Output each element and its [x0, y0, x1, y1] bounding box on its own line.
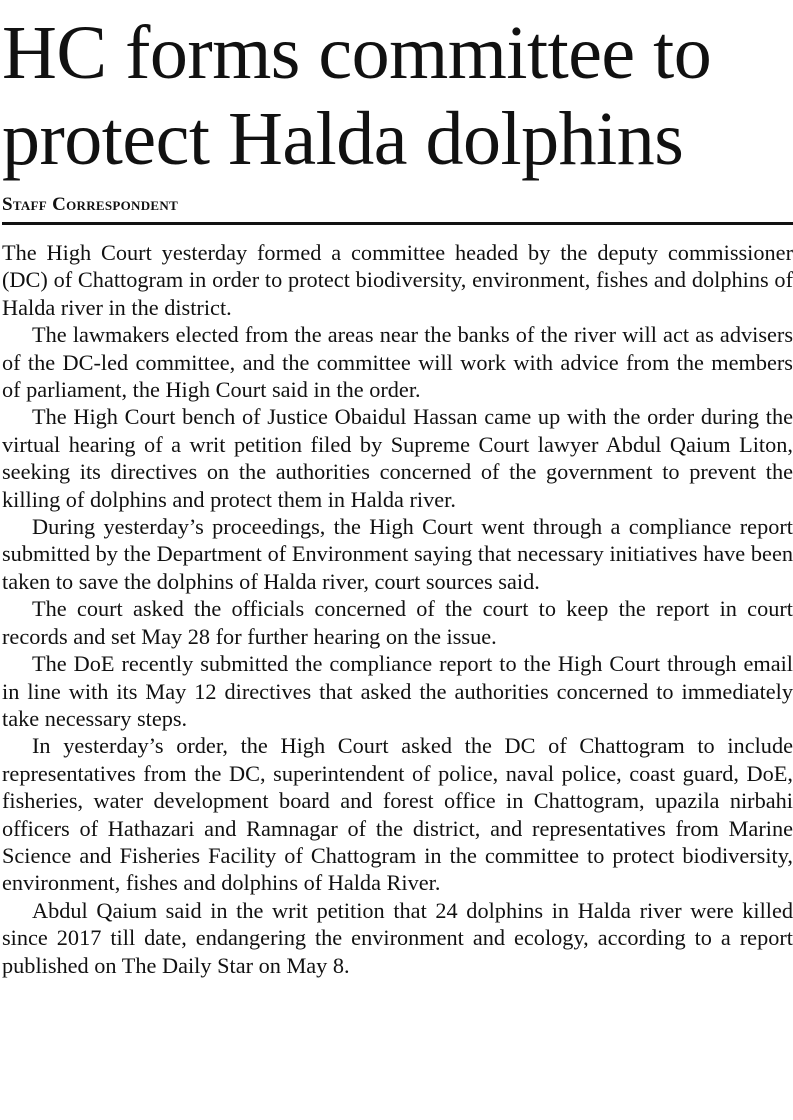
paragraph: The High Court yesterday formed a committee headed by the deputy commissioner (DC) of Chattogram in order to protect biodiversity, environment, fishes and dolphins of Halda river in the district. — [2, 240, 793, 320]
byline: Staff Correspondent — [2, 194, 179, 215]
paragraph: The High Court bench of Justice Obaidul Hassan came up with the order during the virtual hearing of a writ petition filed by Supreme Court lawyer Abdul Qaium Liton, seeking its directives on the authorities concerned of the government to prevent the killing of dolphins and protect them in Halda river. — [2, 404, 793, 512]
article-body — [2, 239, 793, 979]
paragraph: Abdul Qaium said in the writ petition that 24 dolphins in Halda river were killed since 2017 till date, endangering the environment and ecology, according to a report published on The Daily Star on May 8. — [2, 897, 793, 978]
paragraph: During yesterday’s proceedings, the High Court went through a compliance report submitted by the Department of Environment saying that necessary initiatives have been taken to save the dolphins of Halda river, court sources said. — [2, 514, 793, 594]
paragraph: The court asked the officials concerned of the court to keep the report in court records and set May 28 for further hearing on the issue. — [2, 596, 793, 649]
paragraph: The lawmakers elected from the areas near the banks of the river will act as advisers of the DC-led committee, and the committee will work with advice from the members of parliament, the High Court said in the order. — [2, 322, 793, 403]
paragraph: The DoE recently submitted the compliance report to the High Court through email in line with its May 12 directives that asked the authorities concerned to immediately take necessary steps. — [2, 651, 793, 731]
headline: HC forms committee to protect Halda dolphins — [2, 11, 712, 181]
paragraph: In yesterday’s order, the High Court asked the DC of Chattogram to include representatives from the DC, superintendent of police, naval police, coast guard, DoE, fisheries, water development board and forest office in Chattogram, upazila nirbahi officers of Hathazari and Ramnagar of the district, and representatives from Marine Science and Fisheries Facility of Chattogram in the committee to protect biodiversity, environment, fishes and dolphins of Halda River. — [2, 733, 793, 896]
divider-rule — [2, 222, 793, 225]
